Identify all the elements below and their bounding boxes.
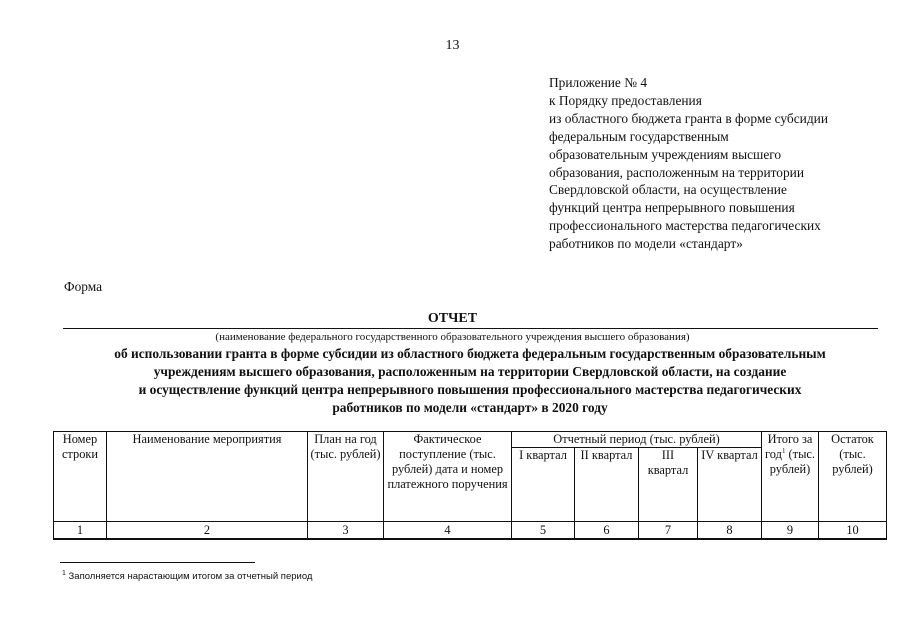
header-total-label: Итого за год — [765, 432, 813, 461]
subtitle-line: об использовании гранта в форме субсидии из областного бюджета федеральным государственным образовательным — [114, 346, 826, 361]
org-name-caption: (наименование федерального государственного образовательного учреждения высшего образования) — [215, 331, 690, 343]
appendix-line: Свердловской области, на осуществление — [549, 182, 787, 198]
column-number: 4 — [384, 522, 512, 540]
column-number: 10 — [819, 522, 887, 540]
appendix-line: работников по модели «стандарт» — [549, 236, 743, 252]
header-actual: Фактическое поступление (тыс. рублей) дата и номер платежного поручения — [384, 432, 512, 522]
header-q3: III квартал — [639, 448, 698, 522]
report-table — [53, 431, 887, 540]
header-q2: II квартал — [575, 448, 639, 522]
column-number: 6 — [575, 522, 639, 540]
appendix-line: к Порядку предоставления — [549, 92, 702, 108]
subtitle-line: учреждениям высшего образования, расположенным на территории Свердловской области, на создание — [153, 364, 787, 379]
footnote-marker: 1 — [62, 569, 66, 577]
footnote-rule — [60, 562, 255, 563]
column-number: 9 — [762, 522, 819, 540]
column-number: 3 — [308, 522, 384, 540]
header-row — [54, 432, 887, 448]
column-number: 1 — [54, 522, 107, 540]
column-number: 8 — [698, 522, 762, 540]
appendix-line: функций центра непрерывного повышения — [549, 200, 795, 216]
appendix-line: образовательным учреждениям высшего — [549, 146, 782, 162]
form-label: Форма — [64, 279, 103, 294]
appendix-line: федеральным государственным — [549, 128, 729, 144]
column-number: 2 — [107, 522, 308, 540]
appendix-note — [549, 74, 879, 253]
org-name-fill-line — [63, 328, 878, 329]
header-plan: План на год (тыс. рублей) — [308, 432, 384, 522]
header-row-number: Номер строки — [54, 432, 107, 522]
footnote — [62, 571, 312, 582]
page-number: 13 — [445, 38, 460, 53]
appendix-line: из областного бюджета гранта в форме субсидии — [549, 110, 828, 126]
subtitle-line: работников по модели «стандарт» в 2020 году — [332, 400, 608, 415]
appendix-line: образования, расположенным на территории — [549, 164, 805, 180]
column-number: 5 — [512, 522, 575, 540]
header-balance: Остаток (тыс. рублей) — [819, 432, 887, 522]
header-activity-name: Наименование мероприятия — [107, 432, 308, 522]
header-total — [762, 432, 819, 522]
column-number: 7 — [639, 522, 698, 540]
appendix-line: профессионального мастерства педагогических — [549, 218, 821, 234]
header-period: Отчетный период (тыс. рублей) — [512, 432, 762, 448]
subtitle-line: и осуществление функций центра непрерывного повышения профессионального мастерства педагогических — [138, 382, 802, 397]
header-q4: IV квартал — [698, 448, 762, 522]
footnote-text: Заполняется нарастающим итогом за отчетный период — [68, 571, 313, 582]
column-number-row — [54, 522, 887, 540]
footnote-ref: 1 — [781, 446, 786, 455]
header-q1: I квартал — [512, 448, 575, 522]
header-total-unit: (тыс. рублей) — [769, 447, 816, 476]
report-title: ОТЧЕТ — [427, 311, 478, 326]
report-subtitle — [50, 345, 890, 417]
appendix-line: Приложение № 4 — [549, 75, 648, 90]
